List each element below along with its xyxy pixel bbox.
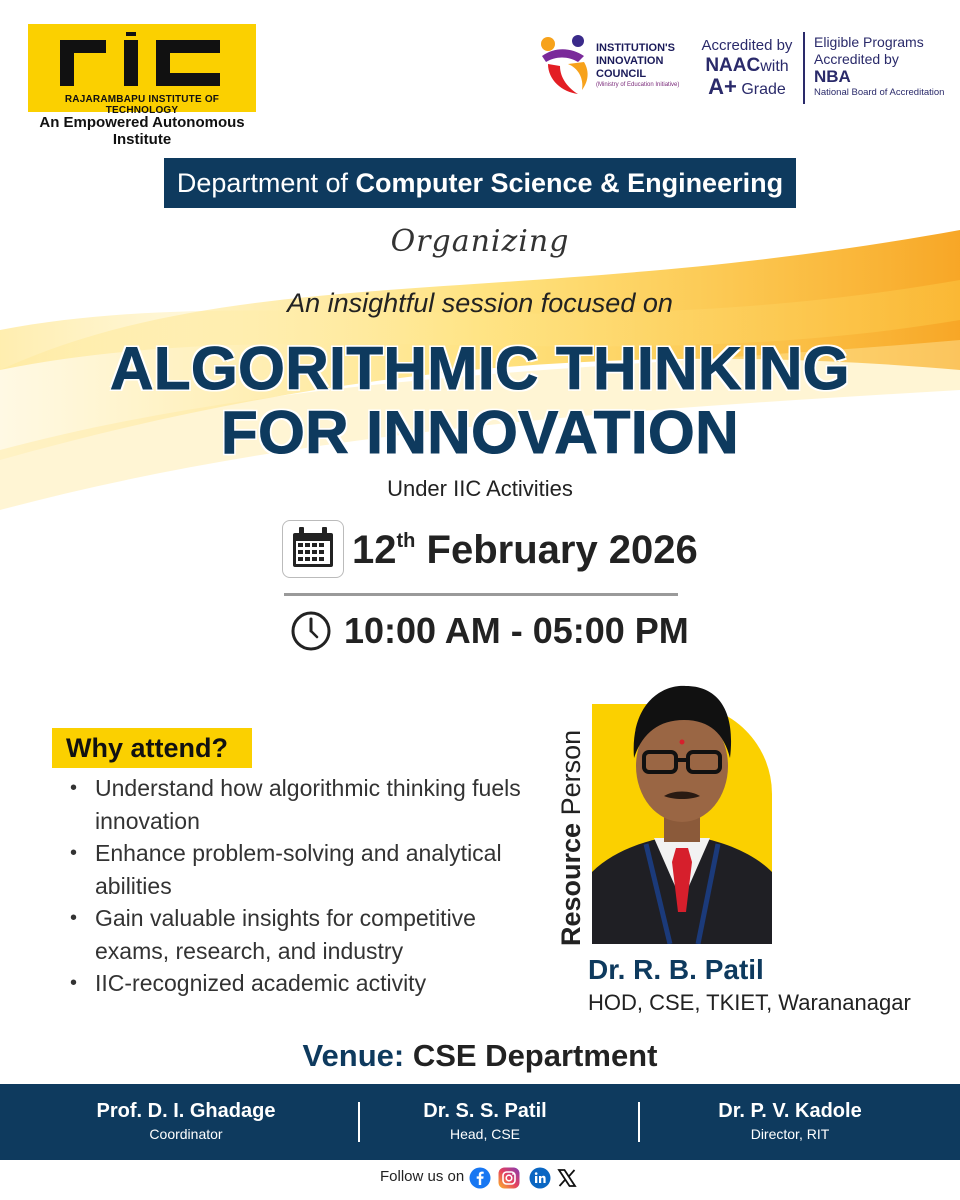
under-iic: Under IIC Activities [387, 476, 573, 501]
footer-person-coordinator [66, 1098, 306, 1144]
resource-person-role: HOD, CSE, TKIET, Warananagar [588, 990, 911, 1015]
resource-person-photo [592, 662, 772, 944]
list-item: • Enhance problem-solving and analytical abilities [70, 837, 540, 902]
iic-mark-icon [538, 34, 594, 98]
footer-divider [638, 1102, 640, 1142]
naac-grade-word: Grade [741, 81, 786, 98]
person-name: Prof. D. I. Ghadage [96, 1100, 276, 1122]
logo-subtitle: RAJARAMBAPU INSTITUTE OF TECHNOLOGY [64, 94, 220, 116]
department-banner [164, 158, 796, 208]
x-icon[interactable] [556, 1167, 578, 1189]
nba-label: NBA [814, 67, 851, 86]
naac-accreditation [698, 36, 796, 100]
date-month-year: February 2026 [426, 528, 698, 572]
iic-note: (Ministry of Education Initiative) [596, 82, 680, 88]
date-day: 12 [352, 528, 397, 572]
venue [0, 1038, 960, 1074]
person-name: Dr. P. V. Kadole [718, 1100, 862, 1122]
event-time: 10:00 AM - 05:00 PM [344, 610, 689, 651]
facebook-icon[interactable] [469, 1167, 491, 1189]
list-item: • Understand how algorithmic thinking fuels innovation [70, 772, 540, 837]
resource-label-rest: Person [556, 729, 586, 816]
calendar-icon [282, 520, 344, 578]
event-title-line2: FOR INNOVATION [220, 399, 740, 466]
venue-value: CSE Department [412, 1038, 658, 1073]
date-divider [284, 593, 678, 596]
linkedin-icon[interactable] [529, 1167, 551, 1189]
footer-bar [0, 1084, 960, 1160]
clock-icon [290, 610, 332, 652]
naac-line1: Accredited by [701, 37, 793, 54]
rit-logo-mark [60, 32, 224, 88]
list-item: • Gain valuable insights for competitive exams, research, and industry [70, 902, 540, 967]
instagram-icon[interactable] [498, 1167, 520, 1189]
why-attend-heading: Why attend? [52, 728, 252, 768]
list-item: • IIC-recognized academic activity [70, 967, 540, 1000]
naac-grade: A+ [708, 74, 737, 99]
department-name: Computer Science & Engineering [355, 168, 784, 198]
session-intro: An insightful session focused on [287, 288, 673, 318]
person-role: Head, CSE [449, 1126, 521, 1142]
why-attend-list [70, 772, 540, 1000]
person-name: Dr. S. S. Patil [423, 1100, 547, 1122]
naac-with: with [760, 58, 789, 75]
iic-logo [538, 34, 698, 98]
iic-line1: INSTITUTION'S [596, 42, 676, 54]
footer-person-director [670, 1098, 910, 1144]
event-title-line1: ALGORITHMIC THINKING [110, 335, 850, 402]
nba-line1: Eligible Programs [814, 34, 924, 50]
iic-line2: INNOVATION [596, 55, 664, 67]
department-prefix: Department of [176, 168, 348, 198]
event-date [352, 528, 698, 573]
nba-accreditation [814, 34, 944, 99]
resource-person-name: Dr. R. B. Patil [588, 954, 764, 985]
footer-person-head [365, 1098, 605, 1144]
person-role: Coordinator [149, 1126, 223, 1142]
person-role: Director, RIT [750, 1126, 830, 1142]
organizing-label: Organizing [390, 224, 570, 259]
iic-line3: COUNCIL [596, 68, 647, 80]
date-suffix: th [396, 530, 416, 552]
follow-us-label: Follow us on [380, 1168, 465, 1185]
venue-label: Venue: [302, 1038, 405, 1073]
resource-person-label [556, 730, 587, 946]
header-divider [803, 32, 805, 104]
rit-logo [28, 24, 256, 116]
nba-line4: National Board of Accreditation [814, 87, 945, 98]
naac-label: NAAC [705, 55, 761, 76]
resource-label-bold: Resource [556, 822, 586, 946]
nba-line2: Accredited by [814, 51, 899, 67]
footer-divider [358, 1102, 360, 1142]
institute-tagline: An Empowered Autonomous Institute [39, 114, 245, 148]
